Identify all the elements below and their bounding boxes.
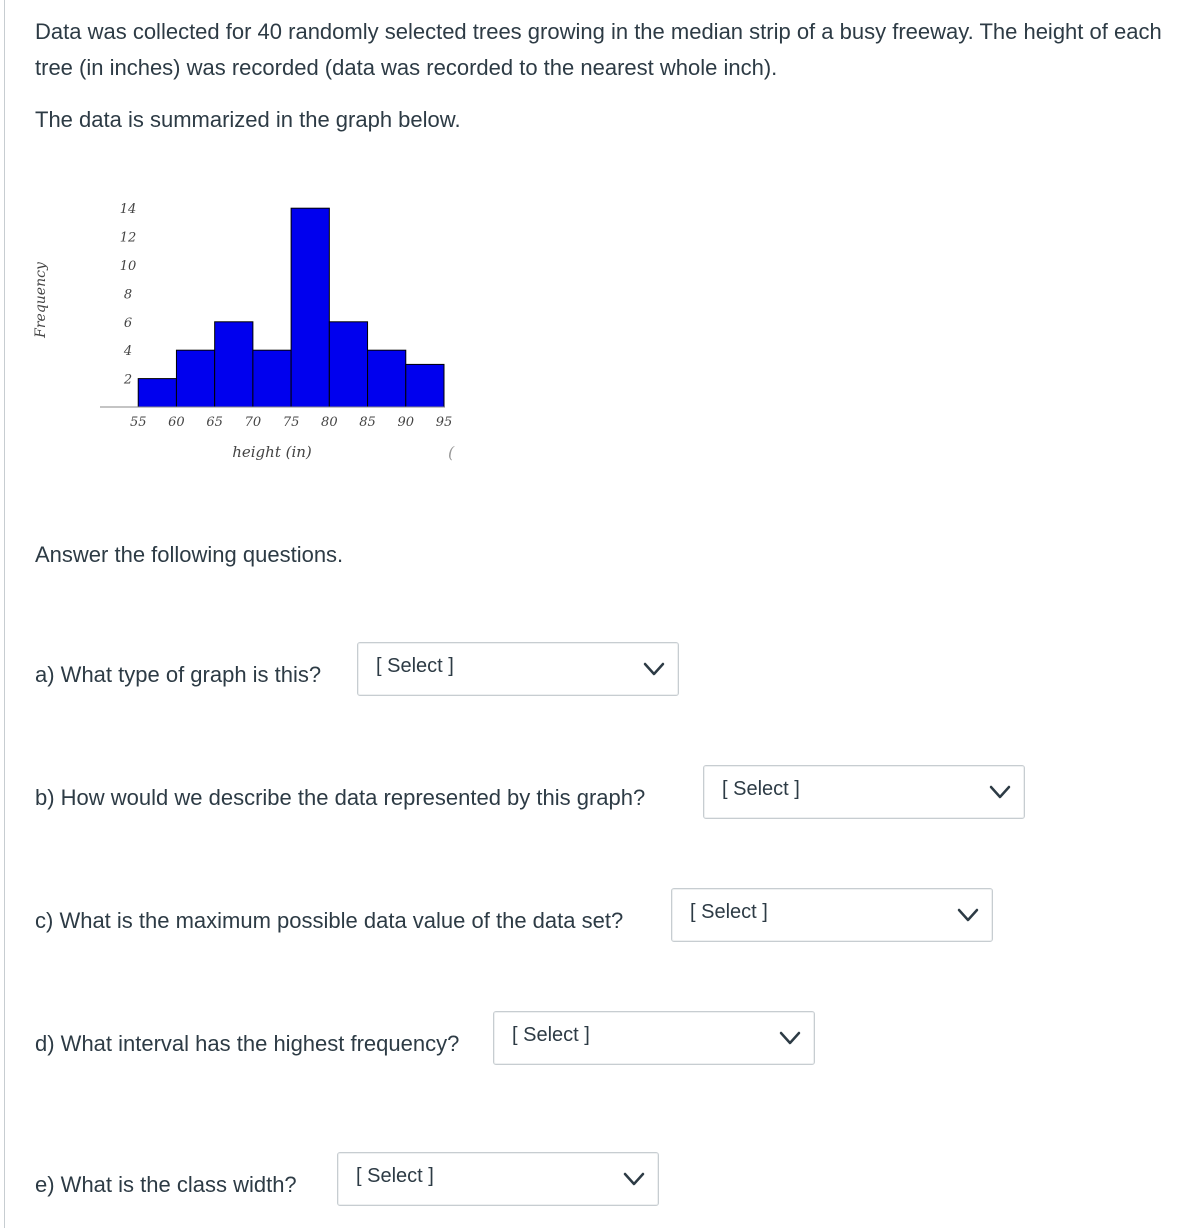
chevron-down-icon	[778, 1027, 802, 1049]
select-placeholder: [ Select ]	[376, 655, 454, 677]
x-tick-label: 70	[244, 415, 262, 430]
y-axis-label: Frequency	[33, 262, 49, 338]
stray-mark: (	[448, 443, 455, 462]
y-tick-label: 8	[123, 287, 133, 303]
y-tick-label: 10	[119, 259, 137, 274]
select-placeholder: [ Select ]	[356, 1165, 434, 1187]
histogram-bar	[215, 322, 253, 407]
question-c-select[interactable]	[671, 888, 993, 942]
x-tick-label: 75	[282, 415, 300, 430]
y-tick-label: 12	[119, 230, 137, 246]
question-b-select[interactable]	[703, 765, 1025, 819]
content-left-border	[4, 0, 5, 1228]
y-tick-label: 14	[119, 202, 137, 218]
histogram-bar	[329, 322, 367, 407]
histogram-chart	[20, 180, 480, 480]
chevron-down-icon	[956, 904, 980, 926]
x-tick-label: 65	[206, 415, 223, 430]
histogram-bar	[406, 364, 444, 407]
chevron-down-icon	[622, 1168, 646, 1190]
histogram-bar	[176, 350, 214, 407]
select-placeholder: [ Select ]	[722, 778, 800, 800]
question-b-label: b) How would we describe the data represented by this graph?	[35, 785, 646, 810]
intro-paragraph: Data was collected for 40 randomly selected trees growing in the median strip of a busy freeway. The height of each tree (in inches) was recorded (data was recorded to the nearest whole inch).	[35, 19, 1162, 80]
chevron-down-icon	[988, 781, 1012, 803]
question-a-select[interactable]	[357, 642, 679, 696]
x-tick-label: 95	[435, 415, 453, 430]
question-d-select[interactable]	[493, 1011, 815, 1065]
question-e-select[interactable]	[337, 1152, 659, 1206]
chevron-down-icon	[642, 658, 666, 680]
question-a-label: a) What type of graph is this?	[35, 662, 322, 687]
histogram-bar	[253, 350, 291, 407]
select-placeholder: [ Select ]	[690, 901, 768, 923]
intro-summary: The data is summarized in the graph below.	[35, 107, 461, 132]
histogram-bar	[138, 379, 176, 407]
x-tick-label: 55	[129, 415, 147, 430]
x-tick-label: 85	[359, 415, 376, 430]
select-placeholder: [ Select ]	[512, 1024, 590, 1046]
y-tick-label: 2	[123, 372, 133, 388]
question-e-label: e) What is the class width?	[35, 1172, 297, 1197]
y-tick-label: 6	[123, 315, 133, 331]
histogram-bar	[291, 208, 329, 407]
instructions: Answer the following questions.	[35, 542, 344, 567]
x-axis-label: height (in)	[232, 443, 312, 461]
question-c-label: c) What is the maximum possible data value of the data set?	[35, 908, 624, 933]
x-tick-label: 80	[321, 415, 338, 430]
histogram-bar	[368, 350, 406, 407]
question-d-label: d) What interval has the highest frequency?	[35, 1031, 460, 1056]
y-tick-label: 4	[123, 344, 133, 360]
x-tick-label: 60	[168, 415, 185, 430]
x-tick-label: 90	[397, 415, 415, 430]
